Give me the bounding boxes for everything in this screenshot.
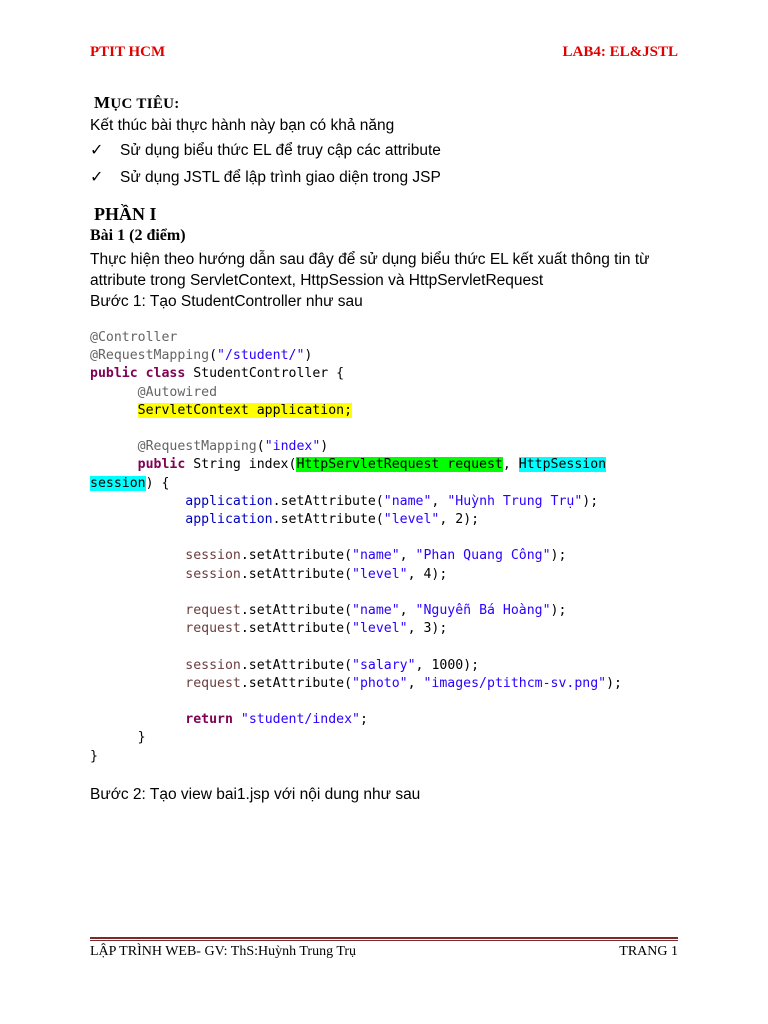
code-string: "Nguyễn Bá Hoàng" bbox=[415, 603, 551, 619]
code-highlight: HttpSession bbox=[518, 457, 607, 473]
code-text: 4); bbox=[415, 566, 448, 582]
code-text: .setAttribute( bbox=[272, 493, 384, 509]
code-variable: request bbox=[185, 603, 241, 619]
code-string: "name" bbox=[383, 493, 432, 509]
step-1: Bước 1: Tạo StudentController như sau bbox=[90, 293, 363, 310]
code-string: "photo" bbox=[352, 675, 408, 691]
objectives-heading-rest: ỤC TIÊU: bbox=[110, 96, 180, 112]
code-string: "level" bbox=[352, 566, 408, 582]
code-text: .setAttribute( bbox=[272, 512, 384, 528]
code-variable: application bbox=[185, 512, 273, 528]
code-string: "name" bbox=[352, 603, 400, 619]
code-keyword: public bbox=[90, 366, 138, 382]
page-number: TRANG 1 bbox=[619, 944, 678, 959]
page-content bbox=[90, 93, 690, 805]
code-text: 2); bbox=[447, 512, 480, 528]
code-text: String index( bbox=[185, 457, 297, 473]
code-variable: request bbox=[185, 621, 241, 637]
exercise-description: Thực hiện theo hướng dẫn sau đây để sử dụng biểu thức EL kết xuất thông tin từ attribute trong ServletContext, HttpSession và HttpServletRequest bbox=[90, 251, 650, 289]
code-string: "/student/" bbox=[217, 348, 305, 364]
page-footer bbox=[90, 944, 678, 964]
code-string: "level" bbox=[352, 621, 408, 637]
objective-item-text: Sử dụng JSTL để lập trình giao diện trong JSP bbox=[120, 169, 441, 186]
code-string: "Phan Quang Công" bbox=[415, 548, 551, 564]
code-variable: session bbox=[185, 566, 241, 582]
code-keyword: public bbox=[137, 457, 186, 473]
code-keyword: return bbox=[185, 712, 233, 728]
code-string: "salary" bbox=[352, 657, 416, 673]
code-block: @Controller @RequestMapping("/student/") public class StudentController { @Autowired ServletContext application; @RequestMapping("index") public String index(HttpServletRequest request, HttpSession session) { application.setAttribute("name", "Huỳnh Trung Trụ"); application.setAttribute("level", 2); session.setAttribute("name", "Phan Quang Công"); session.setAttribute("level", 4); request.setAttribute("name", "Nguyễn Bá Hoàng"); request.setAttribute("level", 3); session.setAttribute("salary", 1000); request.setAttribute("photo", "images/ptithcm-sv.png"); return "student/index"; } } bbox=[90, 330, 622, 764]
code-string: "student/index" bbox=[240, 712, 360, 728]
footer-course: LẬP TRÌNH WEB- GV: ThS:Huỳnh Trung Trụ bbox=[90, 944, 357, 959]
footer-divider bbox=[90, 940, 678, 941]
objective-item bbox=[90, 140, 690, 161]
code-text: 3); bbox=[415, 621, 448, 637]
code-keyword: class bbox=[145, 366, 186, 382]
code-string: "Huỳnh Trung Trụ" bbox=[447, 493, 583, 509]
code-text: StudentController { bbox=[185, 366, 345, 382]
exercise-title: Bài 1 (2 điểm) bbox=[90, 227, 186, 244]
code-text: .setAttribute( bbox=[240, 566, 353, 582]
objectives-heading bbox=[94, 93, 690, 113]
objectives-intro: Kết thúc bài thực hành này bạn có khả năng bbox=[90, 117, 395, 134]
code-text: .setAttribute( bbox=[240, 603, 353, 619]
objective-item bbox=[90, 167, 690, 188]
code-highlight: ServletContext application; bbox=[137, 402, 353, 418]
code-variable: request bbox=[185, 675, 241, 691]
code-text: .setAttribute( bbox=[240, 657, 353, 673]
code-text: 1000); bbox=[423, 657, 480, 673]
code-annotation: @RequestMapping bbox=[137, 439, 257, 455]
code-highlight: HttpServletRequest request bbox=[296, 457, 503, 473]
part-title: PHẦN I bbox=[94, 204, 157, 224]
page-header bbox=[90, 44, 678, 66]
code-string: "index" bbox=[264, 439, 321, 455]
objective-item-text: Sử dụng biểu thức EL để truy cập các attribute bbox=[120, 142, 441, 159]
code-text: .setAttribute( bbox=[240, 621, 353, 637]
code-highlight: session bbox=[90, 475, 146, 491]
code-string: "level" bbox=[383, 512, 440, 528]
code-string: "images/ptithcm-sv.png" bbox=[423, 675, 607, 691]
code-annotation: @Controller bbox=[90, 330, 178, 345]
code-annotation: @Autowired bbox=[137, 384, 218, 400]
objectives-heading-initial: M bbox=[94, 93, 111, 112]
code-string: "name" bbox=[352, 548, 400, 564]
code-variable: session bbox=[185, 548, 241, 564]
checkmark-icon: ✓ bbox=[90, 169, 104, 186]
code-variable: application bbox=[185, 493, 273, 509]
footer-divider bbox=[90, 937, 678, 939]
header-school: PTIT HCM bbox=[90, 44, 166, 60]
code-text: .setAttribute( bbox=[240, 675, 353, 691]
code-text: .setAttribute( bbox=[240, 548, 353, 564]
header-lab-title: LAB4: EL&JSTL bbox=[562, 44, 678, 60]
checkmark-icon: ✓ bbox=[90, 142, 104, 159]
code-variable: session bbox=[185, 657, 241, 673]
step-2: Bước 2: Tạo view bai1.jsp với nội dung như sau bbox=[90, 785, 421, 803]
code-annotation: @RequestMapping bbox=[90, 348, 210, 364]
